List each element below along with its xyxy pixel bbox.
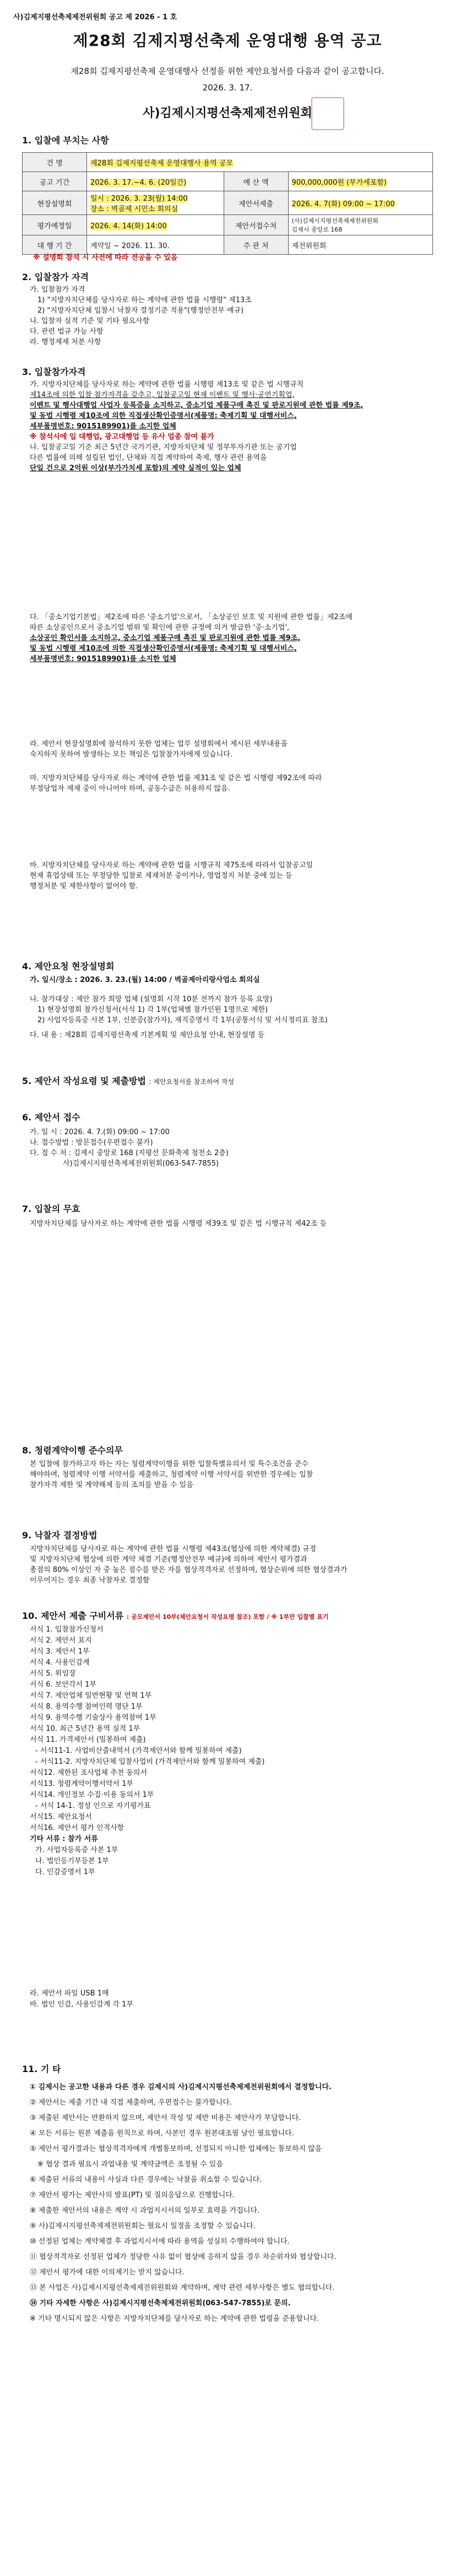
section-10-note: : 공모제안서 10부(제안요청서 작성요령 참조) 포함 / ※ 1부만 입찰별 표기 <box>126 1613 329 1620</box>
table-value: 2026. 3. 17.~4. 6. (20일간) <box>87 172 224 191</box>
table-row <box>23 172 433 191</box>
section-11-body <box>30 2080 433 2327</box>
section-7-heading: 7. 입찰의 무효 <box>22 1204 80 1214</box>
list-item: ② 제안서는 제출 기간 내 직접 제출하며, 우편접수는 불가합니다. <box>30 2099 232 2107</box>
list-item: 사)김제시지평선축제제전위원회(063-547-7855) <box>63 1160 219 1168</box>
list-item: 서식 10. 최근 5년간 용역 실적 1부 <box>30 1725 140 1733</box>
list-item: ⑤ 제안서 평가결과는 협상적격자에게 개별통보하며, 선정되지 아니한 업체에는 통보하지 않음 <box>30 2145 322 2153</box>
list-item: ⑧ 제출한 제안서의 내용은 계약 시 과업지시서의 일부로 효력을 가집니다. <box>30 2207 260 2215</box>
table-row <box>23 153 433 172</box>
list-item: 단일 건으로 2억원 이상(부가가치세 포함)의 계약 실적이 있는 업체 <box>30 464 241 473</box>
table-value: 2026. 4. 7(화) 09:00 ~ 17:00 <box>288 191 432 215</box>
list-item: 및 지방자치단체 협상에 의한 계약 체결 기준(행정안전부 예규)에 의하여 제안서 평가결과 <box>30 1555 307 1564</box>
section-7-body <box>30 1219 433 1229</box>
list-item: 서식 1. 입찰참가신청서 <box>30 1625 104 1634</box>
list-item: 서식14. 개인정보 수집·이용 동의서 1부 <box>30 1791 154 1799</box>
intro-text: 제28회 김제지평선축제 운영대행사 선정을 위한 제안요청서를 다음과 같이 공고합니다. <box>71 66 384 76</box>
list-item: 서식 4. 사용인감계 <box>30 1659 90 1667</box>
list-item: 지방자치단체를 당사자로 하는 계약에 관한 법률 시행령 제43조(협상에 의한 계약체결) 규정 <box>30 1545 317 1553</box>
list-item: ⑬ 본 사업은 사)김제시지평선축제제전위원회와 계약하며, 계약 관련 세부사항은 별도 협의합니다. <box>30 2284 335 2292</box>
list-item: - 서식11-2. 지방자치단체 입찰사업비 (가격제안서와 함께 밀봉하여 제출) <box>35 1758 265 1766</box>
list-item: 라. 제안서 파일 USB 1매 <box>30 1989 109 1998</box>
table-row <box>23 215 433 235</box>
list-item: 서식 2. 제안서 표지 <box>30 1636 92 1645</box>
list-item: 2) 사업자등록증 사본 1부, 신분증(참가자), 재직증명서 각 1부(공통서식 및 서식정리표 참조) <box>37 1016 328 1024</box>
list-item: 서식 11. 가격제안서 (밀봉하여 제출) <box>30 1736 146 1744</box>
section-3-heading: 3. 입찰참가자격 <box>22 367 86 377</box>
list-item: 다. 「중소기업기본법」제2조에 따른 '중소기업'으로서, 「소상공인 보호 및 지원에 관한 법률」제2조에 <box>30 613 353 621</box>
list-item: ⑩ 선정된 업체는 계약체결 후 과업지시서에 따라 용역을 성실히 수행하여야 합니다. <box>30 2237 290 2246</box>
list-item: ⑨ 사)김제시지평선축제제전위원회는 필요시 일정을 조정할 수 있습니다. <box>30 2222 256 2230</box>
section-9-heading: 9. 낙찰자 결정방법 <box>22 1530 98 1541</box>
section-1-heading: 1. 입찰에 부치는 사항 <box>22 135 109 146</box>
list-item: 참가자격 제한 및 계약해제 등의 조치를 받을 수 있음 <box>30 1481 193 1489</box>
section-1-notice: ※ 설명회 참석 시 사전에 따라 전공을 수 있음 <box>33 254 178 262</box>
list-item: 다. 접 수 처 : 김제시 중앙로 168 (지평선 문화축제 청천소 2층) <box>30 1149 229 1157</box>
list-item: 서식12. 제한된 조사업체 추천 동의서 <box>30 1769 148 1777</box>
list-item: 라. 행정제재 처분 사항 <box>30 338 101 346</box>
list-item: 나. 법인등기부등본 1부 <box>35 1857 109 1865</box>
list-item: 제14조에 의한 입찰 참가자격을 갖추고, 입찰공고일 현재 이벤트 및 행사·공연기획업, <box>30 391 295 399</box>
table-row <box>23 191 433 215</box>
table-label: 공고 기간 <box>23 172 87 191</box>
list-item: 이벤트 및 행사대행업 사업자 등록증을 소지하고, 중소기업 제품구매 촉진 및 판로지원에 관한 법률 제9조, <box>30 401 364 410</box>
budget-value: 900,000,000원 (부가세포함) <box>288 172 432 191</box>
section-2-body <box>30 285 433 347</box>
list-item: 총점의 80% 이상인 자 중 높은 점수를 받은 자를 협상적격자로 선정하며, 협상순위에 의한 협상결과가 <box>30 1566 348 1574</box>
table-value: (사)김제시지평선축제제전위원회 김제시 중앙로 168 <box>288 215 432 235</box>
list-item: 서식 3. 제안서 1부 <box>30 1647 90 1656</box>
list-item: 서식 9. 용역수행 기술상사 용역참여 1부 <box>30 1714 156 1722</box>
section-4-heading: 4. 제안요청 현장설명회 <box>22 961 115 972</box>
list-item: 1) 현장설명회 참가신청서(서식 1) 각 1부(업체별 참가인원 1명으로 제한) <box>37 1006 268 1014</box>
section-6-heading: 6. 제안서 접수 <box>22 1112 80 1123</box>
list-item: ① 김제시는 공고한 내용과 다른 경우 김제시의 사)김제시지평선축제제전위원회에서 결정합니다. <box>30 2083 332 2091</box>
bid-info-table <box>22 152 433 255</box>
list-item: ⑫ 제안서 평가에 대한 이의제기는 받지 않습니다. <box>30 2268 185 2277</box>
list-item: 현재 휴업상태 또는 부정당한 입찰로 제재처분 중이거나, 영업정지 처분 중에 있는 등 <box>30 872 292 880</box>
section-10-heading: 10. 제안서 제출 구비서류 : 공모제안서 10부(제안요청서 작성요령 참조) 포함 / ※ 1부만 입찰별 표기 <box>22 1611 329 1621</box>
section-3b-body <box>30 612 433 664</box>
list-item: 라. 제안서 현장설명회에 참석하지 못한 업체는 업무 설명회에서 제시된 세부내용을 <box>30 740 288 748</box>
list-item: 및 동법 시행령 제10조에 의한 직접생산확인증명서(제품명: 축제기획 및 대행서비스, <box>30 412 297 420</box>
list-item: ⑥ 제출된 서류의 내용이 사실과 다른 경우에는 낙찰을 취소할 수 있습니다. <box>30 2176 262 2184</box>
list-item: 이루어지는 경우 최종 낙찰자로 결정함 <box>30 1576 150 1585</box>
document-number: 사)김제지평선축제제전위원회 공고 제 2026 - 1 호 <box>13 13 177 22</box>
project-name: 제28회 김제지평선축제 운영대행사 용역 공모 <box>87 153 433 172</box>
list-item: ⑦ 제안서 평가는 제안사의 발표(PT) 및 질의응답으로 진행합니다. <box>30 2191 235 2199</box>
list-item: 다른 법률에 의해 설립된 법인, 단체와 직접 계약하여 축제, 행사 관련 용역을 <box>30 454 267 462</box>
section-11-heading: 11. 기 타 <box>22 2064 61 2074</box>
table-label: 현장설명회 <box>23 191 87 215</box>
list-item: 본 입찰에 참가하고자 하는 자는 청렴계약이행을 위한 입찰특별유의서 및 특수조건을 준수 <box>30 1460 308 1468</box>
list-item: ③ 제출된 제안서는 반환하지 않으며, 제안서 작성 및 제반 비용은 제안사가 부담합니다. <box>30 2114 301 2122</box>
list-item: 다. 내 용 : 제28회 김제지평선축제 기본계획 및 제안요청 안내, 현장설명 등 <box>30 1031 265 1039</box>
table-label: 건 명 <box>23 153 87 172</box>
table-label: 예 산 액 <box>224 172 288 191</box>
list-item: 나. 접수방법 : 방문접수(우편접수 불가) <box>30 1139 153 1147</box>
section-8-heading: 8. 청렴계약이행 준수의무 <box>22 1445 123 1456</box>
list-item: 서식 7. 제안업체 일반현황 및 연혁 1부 <box>30 1692 152 1700</box>
list-item: 마. 지방자치단체를 당사자로 하는 계약에 관한 법률 제31조 및 같은 법 시행령 제92조에 따라 <box>30 774 322 782</box>
list-item: 가. 사업자등록증 사본 1부 <box>35 1846 118 1854</box>
list-item: 가. 일 시 : 2026. 4. 7.(화) 09:00 ~ 17:00 <box>30 1128 170 1136</box>
section-3c-body <box>30 739 433 794</box>
list-item: 바. 지방자치단체를 당사자로 하는 계약에 관한 법률 시행규칙 제75조에 따라서 입찰공고일 <box>30 861 313 870</box>
section-10-body <box>30 1624 433 2010</box>
section-2-heading: 2. 입찰참가 자격 <box>22 272 89 282</box>
list-item: 2) "지방자치단체 입찰시 낙찰자 결정기준 적용"(행정안전부 예규) <box>37 307 244 315</box>
list-item: 나. 입찰공고일 기준 최근 5년간 국가기관, 지방자치단체 및 정부투자기관 또는 공기업 <box>30 443 297 452</box>
list-item: 및 동법 시행령 제10조에 의한 직접생산확인증명서(제품명: 축제기획 및 대행서비스, <box>30 645 297 653</box>
list-item: 가. 입찰참가 자격 <box>30 286 85 294</box>
list-item: 기타 서류 : 참가 서류 <box>30 1835 98 1843</box>
table-value: 계약일 ~ 2026. 11. 30. <box>87 235 224 255</box>
list-item: ※ 참석시에 입 대행업, 광고대행업 등 유사 업종 참여 불가 <box>30 433 214 441</box>
list-item: 나. 입찰자 실적 기준 및 기타 필요사항 <box>30 317 150 325</box>
list-item: 따른 소상공인으로서 중소기업 범위 및 확인에 관한 규정에 의거 발급한 '중·소기업', <box>30 624 290 632</box>
table-label: 제안서제출 <box>224 191 288 215</box>
list-item: 다. 관련 법규 가능 사항 <box>30 328 104 336</box>
table-value: 제전위원회 <box>288 235 432 255</box>
list-item: ※ 기타 명시되지 않은 사항은 지방자치단체를 당사자로 하는 계약에 관한 법령을 준용합니다. <box>30 2315 319 2323</box>
list-item: 세부품명번호: 9015189901)를 소지한 업체 <box>30 655 176 663</box>
list-item: 해야하며, 청렴계약 이행 서약서를 제출하고, 청렴계약 이행 서약서를 위반한 경우에는 입찰 <box>30 1471 313 1479</box>
list-item: 행정처분 및 제한사항이 없어야 함. <box>30 882 138 890</box>
list-item: 1) "지방자치단체를 당사자로 하는 계약에 관한 법률 시행령" 제13조 <box>37 296 252 304</box>
notice-date: 2026. 3. 17. <box>202 83 253 93</box>
list-item: 서식 5. 위임장 <box>30 1670 76 1678</box>
list-item: 세부품명번호: 9015189901)를 소지한 업체 <box>30 422 176 431</box>
list-item: 서식 8. 용역수행 참여인력 명단 1부 <box>30 1703 143 1711</box>
section-5-heading: 5. 제안서 작성요령 및 제출방법 : 제안요청서를 참조하여 작성 <box>22 1076 235 1086</box>
section-5-note: : 제안요청서를 참조하여 작성 <box>149 1078 235 1086</box>
organization-name: 사)김제시지평선축제제전위원회 <box>143 106 312 120</box>
list-item: ⑪ 협상적격자로 선정된 업체가 정당한 사유 없이 협상에 응하지 않을 경우 차순위자와 협상합니다. <box>30 2253 337 2261</box>
section-3-body <box>30 379 433 474</box>
list-item: 소상공인 확인서를 소지하고, 중소기업 제품구매 촉진 및 판로지원에 관한 법률 제9조, <box>30 634 301 642</box>
list-item: - 서식 14-1. 정성 인으로 자기평가표 <box>35 1802 151 1810</box>
section-4-body <box>30 975 433 1040</box>
section-3d-body <box>30 860 433 892</box>
table-value: 2026. 4. 14(화) 14:00 <box>87 215 224 235</box>
list-item: 서식13. 청렴계약이행서약서 1부 <box>30 1780 133 1788</box>
list-item: ⑭ 기타 자세한 사항은 사)김제시지평선축제제전위원회(063-547-7855)로 문의. <box>30 2299 291 2307</box>
table-value: 일시 : 2026. 3. 23(월) 14:00 장소 : 벽골제 시민소 회의실 <box>87 191 224 215</box>
table-label: 제안서접수처 <box>224 215 288 235</box>
list-item: 서식16. 제안서 평가 인적사항 <box>30 1824 124 1832</box>
list-item: 바. 법인 인감, 사용인감계 각 1부 <box>30 2000 133 2009</box>
section-6-body <box>30 1127 433 1169</box>
list-item: ④ 모든 서류는 원본 제출을 원칙으로 하며, 사본인 경우 원본대조필 날인 필요합니다. <box>30 2129 294 2138</box>
list-item: 부정당업자 제재 중이 아니어야 하며, 공동수급은 허용하지 않음. <box>30 785 230 793</box>
list-item: 나. 참가대상 : 제안 참가 희망 업체 (설명회 시작 10분 전까지 참가 등록 요망) <box>30 995 273 1003</box>
list-item: 서식15. 제안요청서 <box>30 1813 92 1821</box>
list-item: 가. 지방자치단체를 당사자로 하는 계약에 관한 법률 시행령 제13조 및 같은 법 시행규칙 <box>30 380 304 389</box>
section-8-body <box>30 1459 433 1490</box>
list-item: 지방자치단체를 당사자로 하는 계약에 관한 법률 시행령 제39조 및 같은 법 시행규칙 제42조 등 <box>30 1220 327 1228</box>
list-item: 다. 인감증명서 1부 <box>35 1868 95 1876</box>
table-label: 대 행 기 간 <box>23 235 87 255</box>
page-title: 제28회 김제지평선축제 운영대행 용역 공고 <box>73 31 382 50</box>
list-item: ※ 협상 결과 필요시 과업내용 및 계약금액은 조정될 수 있음 <box>37 2160 223 2169</box>
list-item: 숙지하지 못하여 발생하는 모든 책임은 입찰참가자에게 있습니다. <box>30 750 232 759</box>
section-9-body <box>30 1544 433 1586</box>
list-item: 가. 일시/장소 : 2026. 3. 23.(월) 14:00 / 벽골제아리랑사업소 회의실 <box>30 976 260 984</box>
list-item: 서식 6. 보안각서 1부 <box>30 1681 96 1689</box>
table-label: 주 관 처 <box>224 235 288 255</box>
table-label: 평가예정일 <box>23 215 87 235</box>
list-item: - 서식11-1. 사업비산출내역서 (가격제안서와 함께 밀봉하여 제출) <box>35 1747 242 1755</box>
